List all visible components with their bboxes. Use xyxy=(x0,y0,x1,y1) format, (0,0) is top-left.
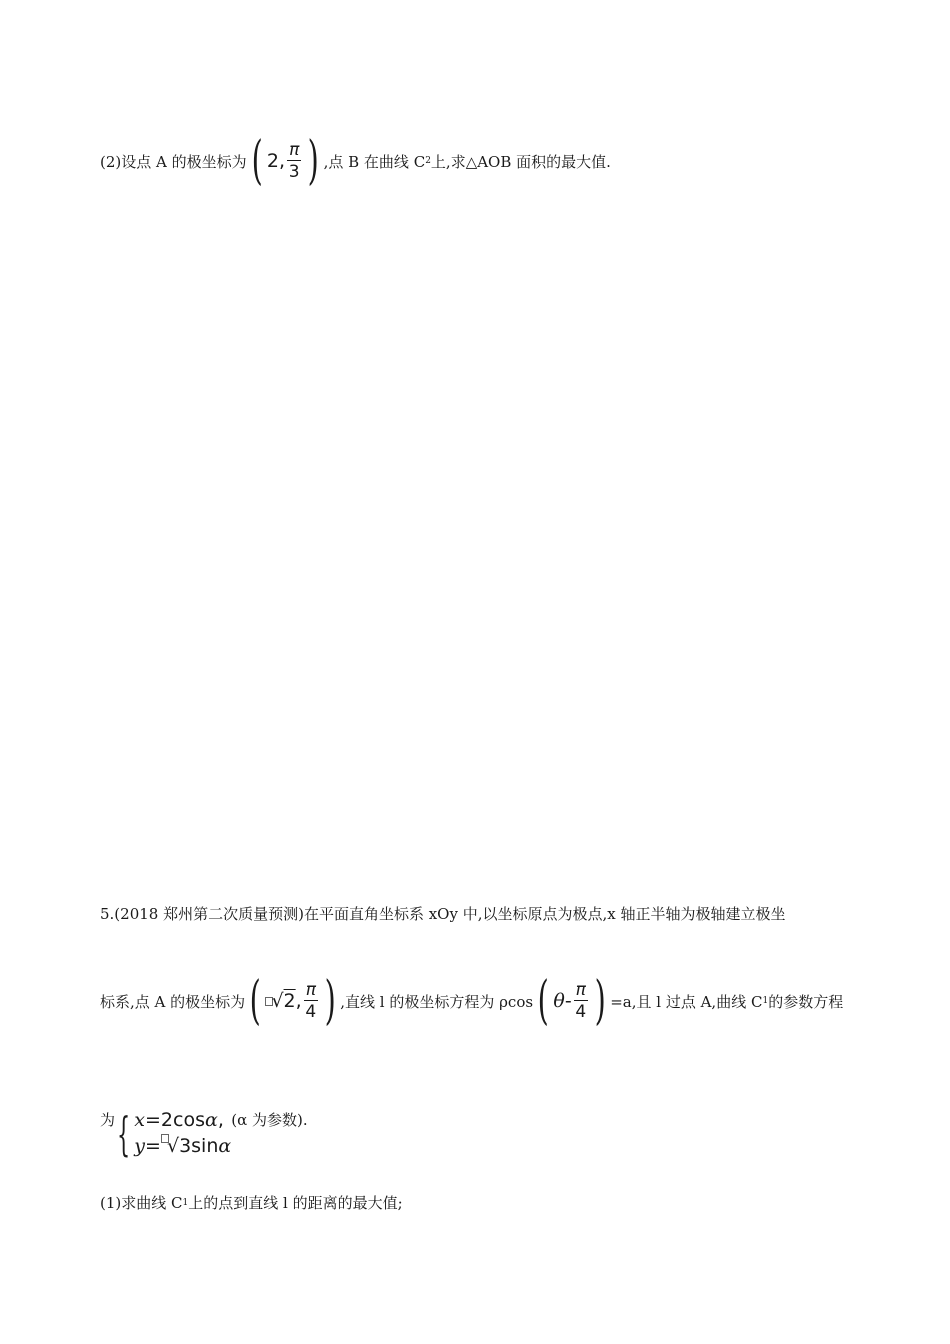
q5-line3: 为 { x=2cosα, y= √3sinα (α 为参数). xyxy=(100,1107,308,1161)
q4-part2-text-b: ,点 B 在曲线 C xyxy=(323,152,426,171)
point-a-polar-q5: ( √ 2 , $\frac{\pi}{4}$ ) xyxy=(249,971,336,1031)
point-a-polar: ( 2 , $\frac{\pi}{3}$ ) xyxy=(251,131,320,191)
q4-part2-line: (2)设点 A 的极坐标为 ( 2 , $\frac{\pi}{3}$ ) ,点 B 在曲线 C 2 上,求△AOB 面积的最大值. xyxy=(100,131,611,191)
pi-over-4-fraction: $\frac{\pi}{4}$ xyxy=(305,979,317,1022)
q4-part2-text-c: 上,求△AOB 面积的最大值. xyxy=(430,152,611,171)
system-row-y: y= √3sinα xyxy=(134,1135,232,1157)
pi-over-4-fraction-2: $\frac{\pi}{4}$ xyxy=(575,979,587,1022)
theta-minus-pi4: ( θ - $\frac{\pi}{4}$ ) xyxy=(537,971,606,1031)
point-a-rho: 2 xyxy=(266,150,280,172)
q5-line1: 5.(2018 郑州第二次质量预测)在平面直角坐标系 xOy 中,以坐标原点为极点,x 轴正半轴为极轴建立极坐 xyxy=(100,905,786,923)
system-row-x: x=2cosα, xyxy=(134,1109,224,1131)
q5-line2: 标系,点 A 的极坐标为 ( √ 2 , $\frac{\pi}{4}$ ) ,直线 l 的极坐标方程为 ρcos ( θ - $\frac{\pi}{4}$ ) =a,且 l 过点 A,曲线 C 1 的参数方程 xyxy=(100,971,844,1031)
left-brace: { xyxy=(117,1107,131,1161)
parametric-system xyxy=(115,1108,231,1160)
q5-part1: (1)求曲线 C 1 上的点到直线 l 的距离的最大值; xyxy=(100,1194,403,1212)
q4-part2-text-a: (2)设点 A 的极坐标为 xyxy=(100,152,247,171)
pi-over-3-fraction: $\frac{\pi}{3}$ xyxy=(288,139,300,182)
